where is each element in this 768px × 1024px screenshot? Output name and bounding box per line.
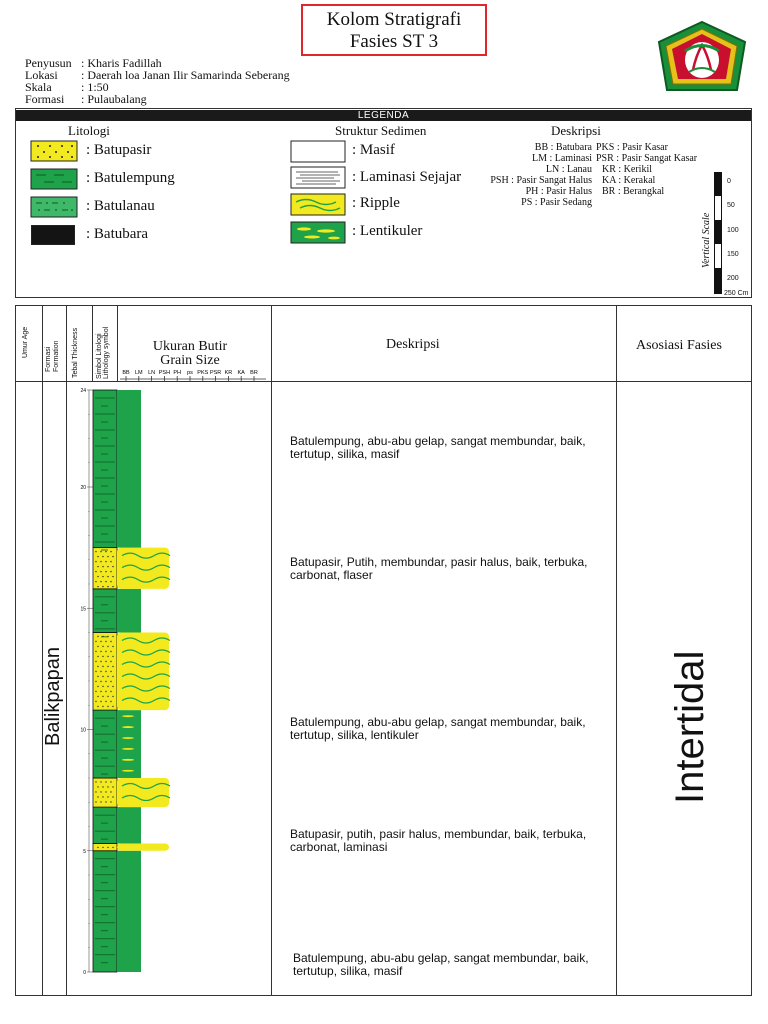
col-header-deskripsi: Deskripsi — [386, 337, 440, 352]
lentikuler-lens — [122, 726, 134, 728]
sand-dot — [112, 706, 113, 707]
sand-dot — [110, 781, 111, 782]
lithology-log — [60, 382, 275, 994]
sand-dot — [112, 796, 113, 797]
vertical-scale-ticks — [727, 170, 739, 291]
sand-dot — [105, 641, 106, 642]
grain-size-profile — [117, 710, 141, 778]
sand-dot — [107, 646, 108, 647]
sand-dot — [100, 661, 101, 662]
sand-dot — [112, 576, 113, 577]
sand-dot — [107, 796, 108, 797]
grain-tick-label: LN — [148, 370, 156, 376]
sand-dot — [95, 581, 96, 582]
deskripsi-legend-col1 — [480, 142, 592, 208]
swatch-batupasir — [30, 140, 78, 167]
lentikuler-lens — [122, 770, 134, 772]
sand-dot — [112, 676, 113, 677]
lithology-symbol-unit — [93, 851, 117, 972]
legend-label-ripple: : Ripple — [352, 195, 400, 211]
sand-dot — [105, 581, 106, 582]
sand-dot — [95, 791, 96, 792]
sand-dot — [102, 686, 103, 687]
swatch-ripple — [290, 193, 346, 222]
grain-tick-label: PSH — [158, 370, 171, 376]
grain-size-profile — [117, 807, 141, 843]
sand-dot — [112, 566, 113, 567]
sand-dot — [105, 671, 106, 672]
sand-dot — [110, 791, 111, 792]
sand-dot — [102, 566, 103, 567]
sand-dot — [102, 586, 103, 587]
grain-tick-label: PKS — [197, 370, 209, 376]
sand-dot — [102, 676, 103, 677]
batulanau-pattern — [30, 196, 78, 218]
deskripsi-heading: Deskripsi — [551, 123, 601, 138]
vertical-scale-label: Vertical Scale — [701, 212, 712, 268]
sand-dot — [97, 796, 98, 797]
sand-dot — [107, 706, 108, 707]
col-header-ukuran — [130, 340, 250, 368]
batupasir-pattern — [30, 140, 78, 162]
lentikuler-pattern — [290, 221, 346, 245]
sand-dot — [100, 651, 101, 652]
sand-dot — [107, 656, 108, 657]
sand-dot — [100, 571, 101, 572]
sand-dot — [112, 586, 113, 587]
divider — [616, 305, 617, 996]
sand-dot — [95, 781, 96, 782]
title-line2: Fasies ST 3 — [349, 31, 439, 52]
meta-value: : Kharis Fadillah — [81, 56, 162, 70]
lithology-symbol-unit — [93, 548, 117, 589]
sand-dot — [102, 646, 103, 647]
col-header-asosiasi: Asosiasi Fasies — [636, 338, 722, 353]
legend-label-laminasi: : Laminasi Sejajar — [352, 169, 462, 185]
lithology-symbol-unit — [93, 710, 117, 778]
sand-dot — [105, 551, 106, 552]
thickness-tick-label: 0 — [83, 970, 86, 976]
sand-dot — [100, 671, 101, 672]
sand-dot — [102, 796, 103, 797]
swatch-batulanau — [30, 196, 78, 223]
sand-dot — [105, 781, 106, 782]
grain-tick-label: KR — [224, 370, 233, 376]
sand-dot — [100, 641, 101, 642]
scale-tick: 0 — [727, 178, 731, 185]
abbr-ph: PH : Pasir Halus — [525, 186, 592, 197]
abbr-psh: PSH : Pasir Sangat Halus — [490, 175, 592, 186]
scale-tick: 200 — [727, 275, 739, 283]
scale-tick: 100 — [727, 226, 739, 234]
sand-dot — [102, 706, 103, 707]
thickness-tick-label: 24 — [80, 388, 86, 394]
sand-dot — [110, 561, 111, 562]
grain-tick-label: LM — [134, 370, 143, 376]
ukuran-line2: Grain Size — [160, 353, 220, 368]
description-4: Batupasir, putih, pasir halus, membundar, baik, terbuka, carbonat, laminasi — [290, 827, 587, 854]
sand-dot — [112, 556, 113, 557]
abbr-br: BR : Berangkal — [602, 186, 665, 197]
sand-dot — [105, 651, 106, 652]
lentikuler-lens — [122, 737, 134, 739]
sand-dot — [97, 566, 98, 567]
sand-dot — [95, 661, 96, 662]
meta-key: Lokasi — [25, 68, 58, 82]
meta-row-lokasi — [25, 69, 290, 81]
title-line1: Kolom Stratigrafi — [326, 9, 462, 30]
sand-dot — [110, 661, 111, 662]
meta-value: : 1:50 — [81, 80, 109, 94]
sand-dot — [112, 666, 113, 667]
sand-dot — [95, 671, 96, 672]
meta-row-formasi — [25, 93, 290, 105]
sand-dot — [95, 801, 96, 802]
sand-dot — [100, 561, 101, 562]
legend-label-lentikuler: : Lentikuler — [352, 223, 423, 239]
formation-name: Balikpapan — [42, 647, 64, 746]
sand-dot — [102, 576, 103, 577]
sand-dot — [110, 801, 111, 802]
sand-dot — [102, 696, 103, 697]
masif-pattern — [290, 140, 346, 164]
grain-size-profile — [117, 778, 169, 807]
thickness-tick-label: 5 — [83, 848, 86, 855]
abbr-ps: PS : Pasir Sedang — [521, 197, 592, 208]
sand-dot — [105, 691, 106, 692]
sand-dot — [105, 701, 106, 702]
sand-dot — [102, 556, 103, 557]
legend-label-batupasir: : Batupasir — [86, 142, 152, 158]
struktur-heading: Struktur Sedimen — [335, 123, 427, 138]
facies-association: Intertidal — [668, 650, 712, 804]
sand-dot — [97, 656, 98, 657]
sand-dot — [107, 786, 108, 787]
sand-dot — [95, 681, 96, 682]
title-box — [301, 4, 487, 56]
sand-dot — [97, 576, 98, 577]
description-2: Batupasir, Putih, membundar, pasir halus, baik, terbuka, carbonat, flaser — [290, 555, 588, 582]
sand-dot — [97, 786, 98, 787]
legend-label-batubara: : Batubara — [86, 226, 149, 242]
sand-dot — [97, 686, 98, 687]
meta-row-skala — [25, 81, 290, 93]
thickness-tick-label: 15 — [80, 606, 86, 613]
sand-dot — [100, 581, 101, 582]
sand-dot — [110, 651, 111, 652]
sand-dot — [110, 701, 111, 702]
sand-dot — [105, 571, 106, 572]
litologi-heading: Litologi — [68, 123, 110, 138]
swatch-laminasi — [290, 166, 346, 195]
sand-dot — [105, 661, 106, 662]
sand-dot — [102, 847, 103, 848]
sand-dot — [102, 666, 103, 667]
sand-dot — [95, 701, 96, 702]
sand-dot — [97, 636, 98, 637]
sand-dot — [107, 576, 108, 577]
swatch-batubara — [31, 225, 75, 245]
description-5: Batulempung, abu-abu gelap, sangat membundar, baik, tertutup, silika, masif — [293, 951, 589, 978]
sand-dot — [95, 641, 96, 642]
meta-key: Skala — [25, 80, 52, 94]
university-logo — [655, 20, 750, 98]
grain-size-profile — [117, 851, 141, 972]
grain-size-axis — [118, 367, 270, 383]
grain-size-profile — [117, 589, 141, 633]
legend-bar: LEGENDA — [16, 110, 751, 121]
sand-dot — [100, 781, 101, 782]
abbr-ka: KA : Kerakal — [602, 175, 656, 186]
description-3: Batulempung, abu-abu gelap, sangat membundar, baik, tertutup, silika, lentikuler — [290, 715, 586, 742]
sand-dot — [112, 646, 113, 647]
grain-tick-label: ps — [187, 370, 193, 376]
sand-dot — [105, 561, 106, 562]
abbr-lm: LM : Laminasi — [532, 153, 592, 164]
lithology-symbol-unit — [93, 807, 117, 843]
sand-dot — [107, 686, 108, 687]
sand-dot — [110, 671, 111, 672]
sand-dot — [107, 666, 108, 667]
col-header-tebal: Tebal Thickness — [72, 327, 79, 378]
sand-dot — [100, 691, 101, 692]
vertical-scale-bar — [714, 172, 722, 294]
legend-label-batulempung: : Batulempung — [86, 170, 175, 186]
thickness-tick-label: 10 — [80, 727, 86, 734]
meta-key: Formasi — [25, 92, 65, 106]
sand-dot — [110, 581, 111, 582]
sand-dot — [100, 801, 101, 802]
batulempung-pattern — [30, 168, 78, 190]
sand-dot — [105, 801, 106, 802]
lithology-symbol-unit — [93, 589, 117, 633]
sand-dot — [97, 676, 98, 677]
ukuran-line1: Ukuran Butir — [152, 339, 228, 354]
ripple-pattern — [290, 193, 346, 217]
sand-dot — [95, 551, 96, 552]
sand-dot — [97, 556, 98, 557]
abbr-pks: PKS : Pasir Kasar — [596, 142, 668, 153]
sand-dot — [105, 681, 106, 682]
sand-dot — [100, 701, 101, 702]
deskripsi-legend-col2 — [596, 142, 697, 197]
sand-dot — [97, 646, 98, 647]
sand-dot — [95, 561, 96, 562]
sand-dot — [110, 551, 111, 552]
sand-dot — [110, 641, 111, 642]
sand-dot — [112, 847, 113, 848]
sand-dot — [112, 696, 113, 697]
legend-label-masif: : Masif — [352, 142, 395, 158]
sand-dot — [110, 681, 111, 682]
lentikuler-lens — [122, 715, 134, 717]
grain-tick-label: PH — [173, 370, 182, 376]
legend-label-batulanau: : Batulanau — [86, 198, 155, 214]
sand-dot — [102, 656, 103, 657]
grain-tick-label: PSR — [209, 370, 222, 376]
col-header-simbol: Simbol Litologi Lithology symbol — [96, 326, 110, 379]
sand-dot — [95, 691, 96, 692]
sand-dot — [107, 696, 108, 697]
grain-size-profile — [117, 390, 141, 548]
sand-dot — [107, 847, 108, 848]
abbr-ln: LN : Lanau — [545, 164, 592, 175]
sand-dot — [95, 651, 96, 652]
sand-dot — [102, 786, 103, 787]
sand-dot — [97, 586, 98, 587]
sand-dot — [112, 656, 113, 657]
thickness-tick-label: 20 — [80, 485, 86, 491]
sand-dot — [97, 706, 98, 707]
meta-value: : Daerah loa Janan Ilir Samarinda Seberang — [81, 68, 290, 82]
sand-dot — [100, 681, 101, 682]
col-header-umur: Umur Age — [22, 326, 29, 358]
sand-dot — [105, 791, 106, 792]
sand-dot — [107, 566, 108, 567]
meta-key: Penyusun — [25, 56, 72, 70]
sand-dot — [95, 571, 96, 572]
sand-dot — [97, 696, 98, 697]
sand-dot — [107, 586, 108, 587]
sand-dot — [110, 691, 111, 692]
lentikuler-lens — [122, 748, 134, 750]
sand-dot — [112, 686, 113, 687]
grain-tick-label: BR — [250, 370, 258, 376]
grain-tick-label: KA — [237, 370, 245, 376]
description-1: Batulempung, abu-abu gelap, sangat membundar, baik, tertutup, silika, masif — [290, 434, 586, 461]
sand-dot — [100, 551, 101, 552]
grain-tick-label: BB — [122, 370, 130, 376]
scale-tick: 150 — [727, 250, 739, 258]
grain-size-profile — [117, 843, 169, 850]
sand-dot — [97, 666, 98, 667]
abbr-kr: KR : Kerikil — [602, 164, 652, 175]
divider — [92, 305, 93, 381]
sand-dot — [100, 791, 101, 792]
lithology-symbol-unit — [93, 778, 117, 807]
lentikuler-lens — [122, 759, 134, 761]
sand-dot — [112, 786, 113, 787]
col-header-formasi: Formasi Formation — [45, 340, 60, 372]
sand-dot — [107, 676, 108, 677]
swatch-batulempung — [30, 168, 78, 195]
abbr-psr: PSR : Pasir Sangat Kasar — [596, 153, 698, 164]
metadata-block — [25, 57, 290, 105]
abbr-bb: BB : Batubara — [534, 142, 592, 153]
sand-dot — [97, 847, 98, 848]
swatch-masif — [290, 140, 346, 169]
swatch-lentikuler — [290, 221, 346, 250]
sand-dot — [110, 571, 111, 572]
laminasi-pattern — [290, 166, 346, 190]
sand-dot — [107, 556, 108, 557]
sand-dot — [112, 636, 113, 637]
scale-tick-last: 250 Cm — [724, 290, 749, 297]
scale-tick: 50 — [727, 202, 735, 210]
meta-value: : Pulaubalang — [81, 92, 147, 106]
